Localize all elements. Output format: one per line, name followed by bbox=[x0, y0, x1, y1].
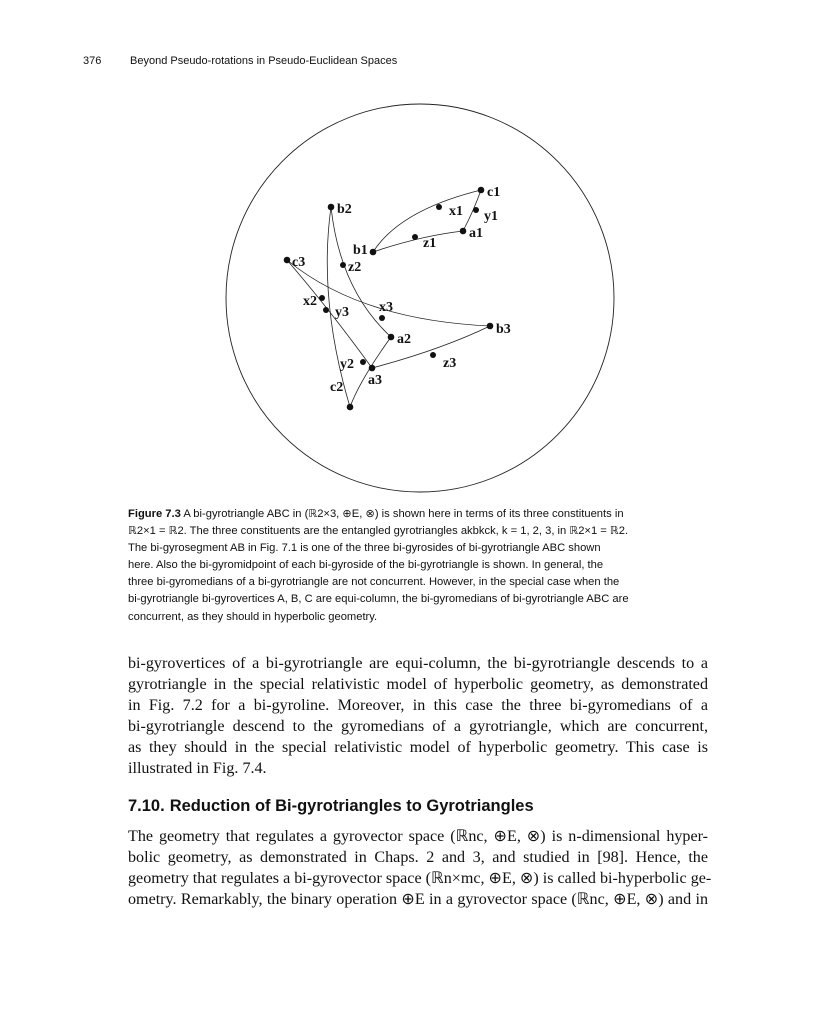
label-a1: a1 bbox=[469, 226, 483, 241]
point-x2 bbox=[319, 295, 325, 301]
point-z2 bbox=[340, 262, 346, 268]
point-z3 bbox=[430, 352, 436, 358]
point-a1 bbox=[460, 228, 467, 235]
caption-line: three bi-gyromedians of a bi-gyrotriangle are not concurrent. However, in the special case when the bbox=[128, 576, 620, 589]
text-line: bolic geometry, as demonstrated in Chaps. 2 and 3, and studied in [98]. Hence, the bbox=[128, 849, 708, 866]
label-x2: x2 bbox=[303, 294, 317, 309]
label-z2: z2 bbox=[348, 260, 362, 275]
point-x1 bbox=[436, 204, 442, 210]
caption-line: bi-gyrotriangle bi-gyrovertices A, B, C are equi-column, the bi-gyromedians of bi-gyrotriangle ABC are bbox=[128, 593, 629, 606]
label-c1: c1 bbox=[487, 185, 501, 200]
gyroside-b1-a1 bbox=[373, 231, 463, 252]
section-title: Reduction of Bi-gyrotriangles to Gyrotriangles bbox=[169, 797, 534, 815]
label-x3: x3 bbox=[379, 300, 393, 315]
label-z3: z3 bbox=[443, 356, 457, 371]
point-x3 bbox=[379, 315, 385, 321]
gyroside-c3-b3 bbox=[287, 260, 490, 326]
label-x1: x1 bbox=[449, 204, 463, 219]
body-paragraph-1 bbox=[128, 653, 708, 779]
label-y2: y2 bbox=[340, 357, 354, 372]
text-line: in Fig. 7.2 for a bi-gyroline. Moreover, in this case the three bi-gyromedians of a bbox=[128, 697, 708, 714]
label-y1: y1 bbox=[484, 209, 498, 224]
text-line: ometry. Remarkably, the binary operation ⊕E in a gyrovector space (ℝnc, ⊕E, ⊗) and in bbox=[128, 891, 708, 908]
figure-caption bbox=[128, 506, 708, 626]
text-line: as they should in the special relativistic model of hyperbolic geometry. This case is bbox=[128, 739, 708, 756]
label-c3: c3 bbox=[292, 255, 306, 270]
caption-line: The bi-gyrosegment AB in Fig. 7.1 is one of the three bi-gyrosides of bi-gyrotriangle ABC shown bbox=[128, 542, 601, 555]
page-number: 376 bbox=[83, 55, 102, 67]
label-b1: b1 bbox=[353, 243, 368, 258]
label-a3: a3 bbox=[368, 373, 382, 388]
label-c2: c2 bbox=[330, 380, 344, 395]
label-b2: b2 bbox=[337, 202, 352, 217]
point-z1 bbox=[412, 234, 418, 240]
point-y1 bbox=[473, 207, 479, 213]
label-y3: y3 bbox=[335, 305, 349, 320]
body-paragraph-2 bbox=[128, 826, 712, 910]
caption-line: ℝ2×1 = ℝ2. The three constituents are the entangled gyrotriangles akbkck, k = 1, 2, 3, in ℝ2×1 = ℝ2. bbox=[128, 525, 629, 538]
section-heading bbox=[128, 797, 539, 816]
caption-line: Figure 7.3 A bi-gyrotriangle ABC in (ℝ2×3, ⊕E, ⊗) is shown here in terms of its three constituents in bbox=[128, 508, 624, 520]
running-title: Beyond Pseudo-rotations in Pseudo-Euclidean Spaces bbox=[130, 55, 398, 67]
point-c1 bbox=[478, 187, 485, 194]
gyroside-a3-b3 bbox=[372, 326, 490, 368]
point-a2 bbox=[388, 334, 395, 341]
text-line: illustrated in Fig. 7.4. bbox=[128, 760, 267, 777]
text-line: bi-gyrotriangle descend to the gyromedians of a gyrotriangle, which are concurrent, bbox=[128, 718, 708, 735]
text-line: geometry that regulates a bi-gyrovector space (ℝn×mc, ⊕E, ⊗) is called bi-hyperbolic ge- bbox=[128, 870, 712, 887]
caption-label: Figure 7.3 bbox=[128, 508, 181, 520]
text-line: gyrotriangle in the special relativistic model of hyperbolic geometry, as demonstrated bbox=[128, 676, 708, 693]
point-c2 bbox=[347, 404, 354, 411]
caption-line: concurrent, as they should in hyperbolic geometry. bbox=[128, 610, 378, 623]
point-b3 bbox=[487, 323, 494, 330]
gyroside-c3-a3 bbox=[287, 260, 372, 368]
point-b1 bbox=[370, 249, 377, 256]
label-z1: z1 bbox=[423, 236, 437, 251]
point-b2 bbox=[328, 204, 335, 211]
label-a2: a2 bbox=[397, 332, 411, 347]
point-y2 bbox=[360, 359, 366, 365]
gyroside-a2-c2 bbox=[350, 337, 391, 407]
section-number: 7.10. bbox=[128, 797, 165, 815]
text-line: bi-gyrovertices of a bi-gyrotriangle are equi-column, the bi-gyrotriangle descends to a bbox=[128, 655, 708, 672]
point-a3 bbox=[369, 365, 376, 372]
text-line: The geometry that regulates a gyrovector space (ℝnc, ⊕E, ⊗) is n-dimensional hyper- bbox=[128, 828, 708, 845]
disc-boundary bbox=[226, 104, 614, 492]
caption-line: here. Also the bi-gyromidpoint of each bi-gyroside of the bi-gyrotriangle is shown. In general, the bbox=[128, 559, 604, 572]
point-y3 bbox=[323, 307, 329, 313]
label-b3: b3 bbox=[496, 322, 511, 337]
figure-7-3 bbox=[0, 0, 832, 500]
point-c3 bbox=[284, 257, 291, 264]
